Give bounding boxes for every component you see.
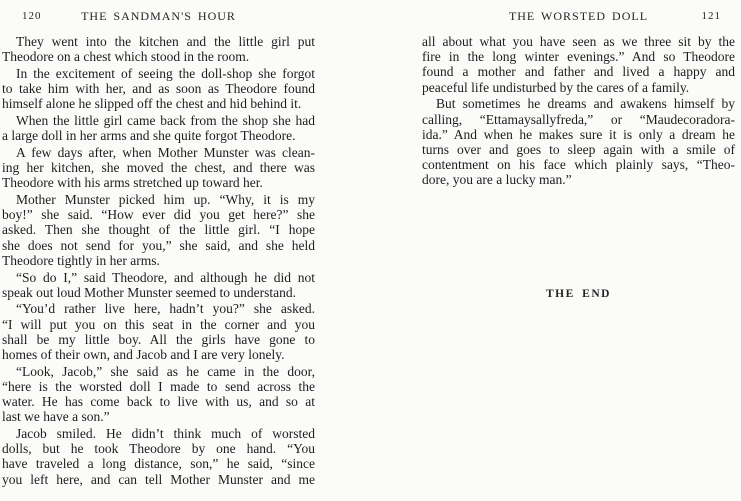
text-line: asked. Then she thought of the little girl. “I hope <box>2 222 315 238</box>
text-line: “So do I,” said Theodore, and although he did not <box>16 269 315 285</box>
the-end-label: THE END <box>546 287 611 300</box>
text-line: They went into the kitchen and the little girl put <box>16 34 315 49</box>
text-line: shall be my little boy. All the girls have gone to <box>2 331 315 347</box>
text-line: last we have a son.” <box>2 409 110 425</box>
text-line: dolls, but he took Theodore by one hand. “You <box>2 441 315 457</box>
paragraph <box>2 34 315 64</box>
left-page-body <box>2 34 315 487</box>
text-line: But sometimes he dreams and awakens himself by <box>436 96 735 112</box>
text-line: Jacob smiled. He didn’t think much of worsted <box>16 426 315 442</box>
text-line: “You’d rather live here, hadn’t you?” she asked. <box>16 301 315 317</box>
paragraph <box>2 66 315 112</box>
text-line: she does not send for you,” she said, and she held <box>2 237 315 253</box>
paragraph <box>2 270 315 300</box>
right-page <box>422 0 735 501</box>
text-line: dore, you are a lucky man.” <box>422 172 572 188</box>
paragraph <box>2 145 315 191</box>
paragraph <box>422 96 735 187</box>
text-line: speak out loud Mother Munster seemed to understand. <box>2 284 296 300</box>
left-page-number: 120 <box>22 10 42 22</box>
text-line: ing her kitchen, she moved the chest, and there was <box>2 160 315 176</box>
right-page-body <box>422 34 735 302</box>
left-running-title: THE SANDMAN'S HOUR <box>81 9 236 23</box>
text-line: to take him with her, and as soon as Theodore found <box>2 81 315 97</box>
text-line: turns over and goes to sleep again with a smile of <box>422 141 735 157</box>
left-page <box>2 0 315 501</box>
right-running-header <box>422 9 735 22</box>
text-line: Theodore with his arms stretched up toward her. <box>2 175 263 191</box>
text-line: Theodore on a chest which stood in the room. <box>2 49 250 65</box>
text-line: A few days after, when Mother Munster was clean- <box>16 144 315 160</box>
right-page-number: 121 <box>701 10 721 22</box>
text-line: In the excitement of seeing the doll-shop she forgot <box>16 65 315 81</box>
paragraph <box>2 301 315 362</box>
text-line: all about what you have seen as we three sit by the <box>422 34 735 49</box>
text-line: When the little girl came back from the shop she had <box>16 113 315 129</box>
text-line: found a mother and father and lived a happy and <box>422 64 735 80</box>
text-line: water. He has come back to live with us, and so at <box>2 394 315 410</box>
left-running-header <box>2 9 315 22</box>
text-line: contentment on his face which plainly says, “Theo- <box>422 157 735 173</box>
text-line: have traveled a long distance, son,” he said, “since <box>2 456 315 472</box>
text-line: calling, “Ettamaysallyfreda,” or “Maudecoradora- <box>422 111 735 127</box>
text-line: you left here, and can tell Mother Munster and me <box>2 471 315 487</box>
text-line: Theodore tightly in her arms. <box>2 252 160 268</box>
text-line: a large doll in her arms and she quite forgot Theodore. <box>2 128 296 144</box>
text-line: himself alone he slipped off the chest and hid behind it. <box>2 96 302 112</box>
right-running-title: THE WORSTED DOLL <box>508 9 649 23</box>
text-line: “here is the worsted doll I made to send across the <box>2 378 315 394</box>
paragraph <box>2 426 315 487</box>
text-line: fire in the long winter evenings.” And so Theodore <box>422 49 735 65</box>
text-line: boy!” she said. “How ever did you get here?” she <box>2 207 315 223</box>
text-line: Mother Munster picked him up. “Why, it is my <box>16 192 315 208</box>
text-line: “I will put you on this seat in the corner and you <box>2 316 315 332</box>
text-line: homes of their own, and Jacob and I are very lonely. <box>2 347 285 363</box>
paragraph <box>422 34 735 95</box>
paragraph <box>2 364 315 425</box>
text-line: “Look, Jacob,” she said as he came in the door, <box>16 363 315 379</box>
paragraph <box>2 113 315 143</box>
paragraph <box>2 192 315 268</box>
text-line: peaceful life undisturbed by the cares of a family. <box>422 79 690 95</box>
text-line: ida.” And when he makes sure it is only a dream he <box>422 126 735 142</box>
